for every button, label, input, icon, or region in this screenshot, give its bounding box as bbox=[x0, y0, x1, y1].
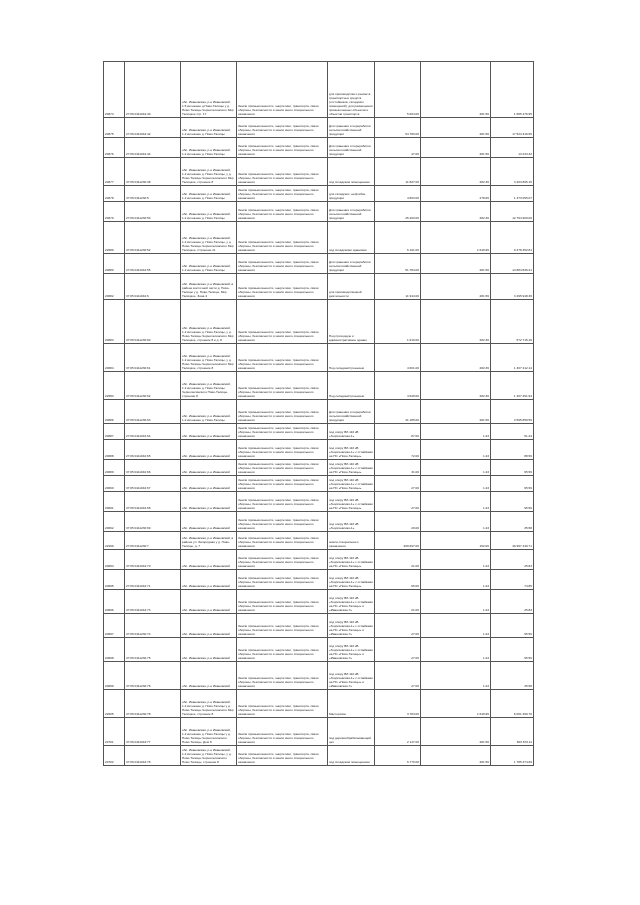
permitted-use: под опору ВЛ-110 кВ «Георгиевская-1» bbox=[328, 512, 375, 532]
cadastral-value: 35.58 bbox=[491, 512, 534, 532]
address: обл. Ивановская, р-н Ивановский, 1.2 км южнее д. Ново-Талицы bbox=[181, 254, 237, 274]
permitted-use: Мастерские bbox=[328, 690, 375, 718]
land-category: Земли промышленности, энергетики, транспорта, связи обороны, безопасности и земли иного специального назначения bbox=[237, 202, 328, 222]
table-row bbox=[104, 372, 534, 400]
land-category: Земли промышленности, энергетики, транспорта, связи обороны, безопасности и земли иного специального назначения bbox=[237, 570, 328, 590]
row-id: 20697 bbox=[104, 614, 125, 638]
cadastral-number: 37:06:0111042:77 bbox=[125, 718, 181, 746]
cadastral-rate: 281.56 bbox=[421, 138, 491, 158]
area: 41 185.00 bbox=[375, 400, 421, 424]
cadastral-number: 27:06:0111042:55 bbox=[125, 254, 181, 274]
row-id: 22583 bbox=[104, 372, 125, 400]
table-row bbox=[104, 158, 534, 186]
land-category: Земли промышленности, энергетики, транспорта, связи обороны, безопасности и земли иного специального назначения bbox=[237, 186, 328, 202]
cadastral-value: 1 373 055.07 bbox=[491, 186, 534, 202]
permitted-use: для производства и ремонта транспортных средств (отстойников, складских помещений), для размещения промышленных объектов и объектов транспорта bbox=[328, 62, 375, 118]
cadastral-value: 95.56 bbox=[491, 638, 534, 662]
table-row bbox=[104, 138, 534, 158]
cadastral-value: 88.56 bbox=[491, 440, 534, 460]
table-row bbox=[104, 344, 534, 372]
table-row bbox=[104, 662, 534, 690]
cadastral-rate: 282.36 bbox=[421, 202, 491, 222]
cadastral-value: 603 670.11 bbox=[491, 718, 534, 746]
land-category: Земли промышленности, энергетики, транспорта, связи обороны, безопасности и земли иного специального назначения bbox=[237, 532, 328, 550]
permitted-use: под опору ВЛ-110 кВ «Георгиевская-1» bbox=[328, 424, 375, 440]
address: обл. Ивановская, р-н Ивановский bbox=[181, 492, 237, 512]
table-row bbox=[104, 186, 534, 202]
address: обл. Ивановская, р-н Ивановский, 1.2 км южнее д. Ново-Талицы bbox=[181, 118, 237, 138]
cadastral-value: 95.56 bbox=[491, 492, 534, 512]
row-id: 20698 bbox=[104, 638, 125, 662]
permitted-use: под опору ВЛ-110 кВ «Георгиевская-1» с отпайками на ПС «Ново-Талицы» bbox=[328, 492, 375, 512]
cadastral-number: 37:05:0111230:5 bbox=[125, 186, 181, 202]
row-id: 22299 bbox=[104, 532, 125, 550]
cadastral-number: 37:05:0111230:62 bbox=[125, 372, 181, 400]
table-row bbox=[104, 476, 534, 492]
cadastral-value: 17 524 316.65 bbox=[491, 118, 534, 138]
land-category: Земли промышленности, энергетики, транспорта, связи обороны, безопасности и земли иного специального назначения bbox=[237, 614, 328, 638]
row-id: 20696 bbox=[104, 590, 125, 614]
cadastral-value: 95.56 bbox=[491, 614, 534, 638]
table-row bbox=[104, 400, 534, 424]
address: обл. Ивановская, р-н Ивановский bbox=[181, 614, 237, 638]
cadastral-number: 37:05:0111042:73 bbox=[125, 590, 181, 614]
cadastral-value: 95.56 bbox=[491, 476, 534, 492]
land-category: Земли промышленности, энергетики, транспорта, связи обороны, безопасности и земли иного специального назначения bbox=[237, 512, 328, 532]
permitted-use: Для хранения и переработки сельскохозяйственной продукции bbox=[328, 254, 375, 274]
cadastral-number: 37:05:0111230:76 bbox=[125, 662, 181, 690]
address: обл. Ивановская, р-н Ивановский, 1.2 км южнее д. Ново-Талицы, у д. Ново-Талицы Чернолесинского Мкр Талицкое, Строение 11 bbox=[181, 222, 237, 254]
land-category: Земли промышленности, энергетики, транспорта, связи обороны, безопасности и земли иного специального назначения bbox=[237, 300, 328, 344]
row-id: 20675 bbox=[104, 118, 125, 138]
permitted-use: под опору ВЛ-110 кВ «Георгиевская-1» с отпайками на ПС «Ново-Талицы» bbox=[328, 460, 375, 476]
table-row bbox=[104, 222, 534, 254]
cadastral-value: 25.83 bbox=[491, 550, 534, 570]
row-id: 20687 bbox=[104, 424, 125, 440]
land-category: Земли промышленности, энергетики, транспорта, связи обороны, безопасности и земли иного специального назначения bbox=[237, 690, 328, 718]
area: 269 697.00 bbox=[375, 532, 421, 550]
cadastral-rate: 1 649.95 bbox=[421, 222, 491, 254]
land-category: Земли промышленности, энергетики, транспорта, связи обороны, безопасности и земли иного специального назначения bbox=[237, 222, 328, 254]
land-category: Земли промышленности, энергетики, транспорта, связи обороны, безопасности и земли иного специального назначения bbox=[237, 372, 328, 400]
permitted-use: под складскими зданиями bbox=[328, 222, 375, 254]
row-id: 20686 bbox=[104, 400, 125, 424]
permitted-use: под складским помещением bbox=[328, 158, 375, 186]
cadastral-number: 37:05:0111230:78 bbox=[125, 690, 181, 718]
area: 72.00 bbox=[375, 440, 421, 460]
address: обл. Ивановская, р-н Ивановский, 1.2 км южнее д. Ново-Талицы bbox=[181, 186, 237, 202]
cadastral-number: 27:06:0111042:64 bbox=[125, 424, 181, 440]
row-id: 20684 bbox=[104, 344, 125, 372]
permitted-use: Для хранения и переработки сельскохозяйственной продукции bbox=[328, 202, 375, 222]
cadastral-number: 37:05:0111230:74 bbox=[125, 614, 181, 638]
permitted-use: под опору ВЛ-110 кВ «Георгиевская-1» с отпайками на ПС «Ново-Талицы» bbox=[328, 476, 375, 492]
area: 21.00 bbox=[375, 550, 421, 570]
cadastral-value: 572 715.16 bbox=[491, 300, 534, 344]
cadastral-value: 6 061 399.70 bbox=[491, 690, 534, 718]
permitted-use: земли специального назначения bbox=[328, 532, 375, 550]
permitted-use: Под проходную и административное здание bbox=[328, 300, 375, 344]
land-category: Земли промышленности, энергетики, транспорта, связи обороны, безопасности и земли иного специального назначения bbox=[237, 476, 328, 492]
table-row bbox=[104, 300, 534, 344]
area: 21.00 bbox=[375, 590, 421, 614]
address: обл. Ивановская, р-н Ивановский, 1.2 км южнее д. Ново-Талицы bbox=[181, 400, 237, 424]
address: обл. Ивановская, р-н Ивановский bbox=[181, 590, 237, 614]
cadastral-rate: 282.36 bbox=[421, 158, 491, 186]
cadastral-value: 14 884 836.21 bbox=[491, 254, 534, 274]
row-id: 20699 bbox=[104, 662, 125, 690]
area: 2 147.00 bbox=[375, 718, 421, 746]
area: 27.00 bbox=[375, 614, 421, 638]
row-id: 20694 bbox=[104, 550, 125, 570]
permitted-use: для складских, нефтебаз, продукции bbox=[328, 186, 375, 202]
cadastral-rate: 1.23 bbox=[421, 550, 491, 570]
permitted-use: для производственной деятельности bbox=[328, 274, 375, 300]
table-row bbox=[104, 690, 534, 718]
cadastral-number: 37:05:0111042:67 bbox=[125, 476, 181, 492]
cadastral-value: 1 307 412.14 bbox=[491, 344, 534, 372]
address: обл. Ивановская, р-н Ивановский bbox=[181, 638, 237, 662]
land-category: Земли промышленности, энергетики, транспорта, связи обороны, безопасности и земли иного специального назначения bbox=[237, 638, 328, 662]
cadastral-value: 3 403 865.15 bbox=[491, 158, 534, 186]
cadastral-number: 27:06:0111042:44 bbox=[125, 138, 181, 158]
table-row bbox=[104, 440, 534, 460]
address: обл. Ивановская, р-н Ивановский bbox=[181, 570, 237, 590]
area: 31.00 bbox=[375, 460, 421, 476]
land-category: Земли промышленности, энергетики, транспорта, связи обороны, безопасности и земли иного специального назначения bbox=[237, 400, 328, 424]
address: обл. Ивановская, р-н Ивановский, 1.2 км южнее д. Ново-Талицы, у д. Ново-Талицы Чернолесинского Мкр Талицкое, строение 8 bbox=[181, 344, 237, 372]
land-category: Земли промышленности, энергетики, транспорта, связи обороны, безопасности и земли иного специального назначения bbox=[237, 460, 328, 476]
area: 51 784.00 bbox=[375, 254, 421, 274]
area: 6 101.00 bbox=[375, 222, 421, 254]
cadastral-rate: 282.36 bbox=[421, 372, 491, 400]
cadastral-value: 35.58 bbox=[491, 662, 534, 690]
address: обл. Ивановская, р-н Ивановский bbox=[181, 662, 237, 690]
cadastral-rate: 281.56 bbox=[421, 400, 491, 424]
address: обл. Ивановская, р-н Ивановский bbox=[181, 424, 237, 440]
cadastral-rate: 281.56 bbox=[421, 62, 491, 118]
permitted-use: Под складом/строением bbox=[328, 372, 375, 400]
row-id: 20692 bbox=[104, 512, 125, 532]
cadastral-value: 9 378 352.81 bbox=[491, 222, 534, 254]
cadastral-value: 3 595 859.56 bbox=[491, 400, 534, 424]
row-id: 20689 bbox=[104, 460, 125, 476]
permitted-use: под опору ВЛ-110 кВ «Георгиевская-1» с отпайками на ПС «Ново-Талицы» bbox=[328, 550, 375, 570]
permitted-use: под опору ВЛ-110 кВ «Георгиевская-1» с отпайками на ПС «Ново-Талицы» bbox=[328, 570, 375, 590]
address: обл. Ивановская, р-н Ивановский bbox=[181, 550, 237, 570]
cadastral-value: 3 495 948.36 bbox=[491, 274, 534, 300]
cadastral-rate: 1.23 bbox=[421, 460, 491, 476]
area: 5 604.00 bbox=[375, 62, 421, 118]
permitted-use: под опору ВЛ-110 кВ «Георгиевская-1» с отпайками на ПС «Ново-Талицы» bbox=[328, 440, 375, 460]
table-row bbox=[104, 614, 534, 638]
permitted-use: под опору ВЛ-110 кВ «Георгиевская-1» с отпайками на ПС «Ново-Талицы» и «Ивановская-7» bbox=[328, 662, 375, 690]
area: 3 784.00 bbox=[375, 690, 421, 718]
row-id: 20683 bbox=[104, 300, 125, 344]
land-category: Земли промышленности, энергетики, транспорта, связи обороны, безопасности и земли иного специального назначения bbox=[237, 590, 328, 614]
area: 54 780.00 bbox=[375, 118, 421, 138]
address: обл. Ивановская, р-н Ивановский, 1.2 км южнее д. Ново-Талицы, у д. Ново-Талицы Чернолесинского Мкр Талицкое, строение 8 bbox=[181, 158, 237, 186]
area: 27.00 bbox=[375, 492, 421, 512]
cadastral-rate: 282.36 bbox=[421, 344, 491, 372]
row-id: 20682 bbox=[104, 274, 125, 300]
area: 1 910.00 bbox=[375, 300, 421, 344]
cadastral-number: 27:05:0111230:7 bbox=[125, 532, 181, 550]
permitted-use: под опору ВЛ-110 кВ «Георгиевская-1» с отпайками на ПС «Ново-Талицы» и «Ивановская-7» bbox=[328, 638, 375, 662]
area: 27.00 bbox=[375, 476, 421, 492]
area: 4 803.00 bbox=[375, 186, 421, 202]
cadastral-value: 12 794 900.00 bbox=[491, 202, 534, 222]
land-category: Земли промышленности, энергетики, транспорта, связи обороны, безопасности и земли иного специального назначения bbox=[237, 138, 328, 158]
permitted-use: под складским помещением bbox=[328, 746, 375, 766]
table-row bbox=[104, 718, 534, 746]
area: 27.00 bbox=[375, 662, 421, 690]
land-category: Земли промышленности, энергетики, транспорта, связи обороны, безопасности и земли иного специального назначения bbox=[237, 718, 328, 746]
table-row bbox=[104, 550, 534, 570]
cadastral-number: 37:05:0111230:75 bbox=[125, 638, 181, 662]
land-category: Земли промышленности, энергетики, транспорта, связи обороны, безопасности и земли иного специального назначения bbox=[237, 118, 328, 138]
cadastral-value: 13 233.32 bbox=[491, 138, 534, 158]
cadastral-number: 37:05:0111042:68 bbox=[125, 492, 181, 512]
table-row bbox=[104, 202, 534, 222]
cadastral-table bbox=[103, 61, 534, 766]
cadastral-rate: 281.56 bbox=[421, 746, 491, 766]
area: 65.00 bbox=[375, 570, 421, 590]
row-id: 20702 bbox=[104, 746, 125, 766]
address: обл. Ивановская, р-н Ивановский, 1.2 км южнее д. Ново-Талицы bbox=[181, 138, 237, 158]
land-category: Земли промышленности, энергетики, транспорта, связи обороны, безопасности и земли иного специального назначения bbox=[237, 550, 328, 570]
row-id: 22689 bbox=[104, 222, 125, 254]
cadastral-rate: 282.36 bbox=[421, 300, 491, 344]
table-row bbox=[104, 492, 534, 512]
cadastral-number: 37:05:0111230:60 bbox=[125, 300, 181, 344]
area: 11 944.00 bbox=[375, 274, 421, 300]
cadastral-value: 74.85 bbox=[491, 570, 534, 590]
cadastral-rate: 281.56 bbox=[421, 718, 491, 746]
address: обл. Ивановская, р-н Ивановский, 1.2 км южнее д. Ново-Талицы Чернолесинского Ново-Талицы, строение 8 bbox=[181, 372, 237, 400]
permitted-use: Для хранения и переработки сельскохозяйственной продукции bbox=[328, 400, 375, 424]
cadastral-rate: 278.66 bbox=[421, 186, 491, 202]
cadastral-rate: 1.23 bbox=[421, 476, 491, 492]
cadastral-number: 37:06:0111042:78 bbox=[125, 746, 181, 766]
cadastral-value: 40 997 449.71 bbox=[491, 532, 534, 550]
cadastral-rate: 1.23 bbox=[421, 492, 491, 512]
cadastral-number: 37:05:0111230:61 bbox=[125, 344, 181, 372]
cadastral-number: 37:05:0111230:52 bbox=[125, 222, 181, 254]
cadastral-value: 51.44 bbox=[491, 424, 534, 440]
cadastral-value: 1 307 451.94 bbox=[491, 372, 534, 400]
row-id: 20688 bbox=[104, 440, 125, 460]
address: обл. Ивановская, р-н Ивановский bbox=[181, 476, 237, 492]
cadastral-rate: 1.23 bbox=[421, 570, 491, 590]
cadastral-value: 1 585 476.95 bbox=[491, 62, 534, 118]
land-category: Земли промышленности, энергетики, транспорта, связи обороны, безопасности и земли иного специального назначения bbox=[237, 424, 328, 440]
address: обл. Ивановская, р-н Ивановский, 1.2 км южнее д. Ново-Талицы, у д. Ново-Талицы Чернолесинского Ново-Талицы, строение 8 bbox=[181, 746, 237, 766]
address: обл. Ивановская, р-н Ивановский, в районе ул. Загородная у д. Ново-Талицы, д. 7 bbox=[181, 532, 237, 550]
row-id: 20701 bbox=[104, 718, 125, 746]
cadastral-rate: 1.23 bbox=[421, 638, 491, 662]
cadastral-rate: 1 649.95 bbox=[421, 690, 491, 718]
cadastral-number: 27:06:0111042:42 bbox=[125, 118, 181, 138]
row-id: 20678 bbox=[104, 186, 125, 202]
cadastral-number: 37:05:0111230:69 bbox=[125, 512, 181, 532]
table-row bbox=[104, 460, 534, 476]
address: обл. Ивановская, р-н Ивановский, 1.2 км южнее д. Ново-Талицы bbox=[181, 202, 237, 222]
cadastral-number: 37:05:0111230:48 bbox=[125, 158, 181, 186]
land-category: Земли промышленности, энергетики, транспорта, связи обороны, безопасности и земли иного специального назначения bbox=[237, 492, 328, 512]
land-category: Земли промышленности, энергетики, транспорта, связи обороны, безопасности и земли иного специального назначения bbox=[237, 158, 328, 186]
table-row bbox=[104, 62, 534, 118]
permitted-use: под опору ВЛ-110 кВ «Георгиевская-1» с отпайками на ПС «Ново-Талицы» и «Ивановская-7» bbox=[328, 590, 375, 614]
cadastral-rate: 1.23 bbox=[421, 662, 491, 690]
row-id: 20680 bbox=[104, 254, 125, 274]
land-category: Земли промышленности, энергетики, транспорта, связи обороны, безопасности и земли иного специального назначения bbox=[237, 62, 328, 118]
address: обл. Ивановская, р-н Ивановский bbox=[181, 460, 237, 476]
area: 11 807.00 bbox=[375, 158, 421, 186]
address: обл. Ивановская, р-н Ивановский bbox=[181, 512, 237, 532]
table-row bbox=[104, 638, 534, 662]
cadastral-rate: 1.23 bbox=[421, 440, 491, 460]
area: 87.00 bbox=[375, 424, 421, 440]
cadastral-rate: 1.23 bbox=[421, 614, 491, 638]
land-category: Земли промышленности, энергетики, транспорта, связи обороны, безопасности и земли иного специального назначения bbox=[237, 746, 328, 766]
cadastral-number: 27:06:0111042:40 bbox=[125, 62, 181, 118]
row-id: 20695 bbox=[104, 570, 125, 590]
cadastral-number: 37:05:0111042:66 bbox=[125, 460, 181, 476]
row-id: 20677 bbox=[104, 158, 125, 186]
table-row bbox=[104, 512, 534, 532]
cadastral-rate: 1.23 bbox=[421, 512, 491, 532]
table-row bbox=[104, 590, 534, 614]
row-id: 20676 bbox=[104, 138, 125, 158]
cadastral-number: 37:05:0111042:6 bbox=[125, 274, 181, 300]
cadastral-value: 25.83 bbox=[491, 590, 534, 614]
cadastral-value: 95.56 bbox=[491, 460, 534, 476]
cadastral-number: 37:05:0111230:63 bbox=[125, 400, 181, 424]
area: 6 770.00 bbox=[375, 746, 421, 766]
area: 47.00 bbox=[375, 138, 421, 158]
land-category: Земли промышленности, энергетики, транспорта, связи обороны, безопасности и земли иного специального назначения bbox=[237, 662, 328, 690]
cadastral-value: 1 785 374.69 bbox=[491, 746, 534, 766]
address: обл. Ивановская, р-н Ивановский, 1.2 км южнее д. Ново-Талицы у д. Ново-Талицы Чернолесинского Мкр Талицкое, строение 8 bbox=[181, 690, 237, 718]
permitted-use: Для хранения и переработки сельскохозяйственной продукции bbox=[328, 138, 375, 158]
row-id: 20690 bbox=[104, 476, 125, 492]
cadastral-rate: 281.56 bbox=[421, 254, 491, 274]
land-category: Земли промышленности, энергетики, транспорта, связи обороны, безопасности и земли иного специального назначения bbox=[237, 254, 328, 274]
table-body bbox=[104, 62, 534, 766]
cadastral-rate: 281.56 bbox=[421, 274, 491, 300]
table-row bbox=[104, 274, 534, 300]
area: 45 403.00 bbox=[375, 202, 421, 222]
row-id: 20679 bbox=[104, 202, 125, 222]
table-row bbox=[104, 570, 534, 590]
land-category: Земли промышленности, энергетики, транспорта, связи обороны, безопасности и земли иного специального назначения bbox=[237, 274, 328, 300]
table-row bbox=[104, 746, 534, 766]
table-row bbox=[104, 532, 534, 550]
table-row bbox=[104, 118, 534, 138]
table-row bbox=[104, 424, 534, 440]
area: 4 628.00 bbox=[375, 372, 421, 400]
address: обл. Ивановская, р-н Ивановский, 1.2 км южнее д. Ново-Талицы у д. Ново-Талицы Чернолесинского Ново-Талицы, Дом 8 bbox=[181, 718, 237, 746]
address: обл. Ивановская, р-н Ивановский, 1.5 км южнее д.Ново-Талицы у д. Ново-Талицы Чернолесинского Мкр Талицкое стр. 17 bbox=[181, 62, 237, 118]
address: обл. Ивановская, р-н Ивановский, 1.2 км южнее д. Ново-Талицы, у д. Ново-Талицы Чернолесинского Мкр Талицкое, строение 8 и д. 8 bbox=[181, 300, 237, 344]
permitted-use: Под складом/строением bbox=[328, 344, 375, 372]
row-id: 22605 bbox=[104, 690, 125, 718]
table-row bbox=[104, 254, 534, 274]
area: 27.00 bbox=[375, 638, 421, 662]
address: обл. Ивановская, р-н Ивановский, в районе восточной части д. Ново-Талицы у д. Ново-Талицы, Мкр Талицкое, Зона 4 bbox=[181, 274, 237, 300]
area: 4 601.00 bbox=[375, 344, 421, 372]
cadastral-number: 27:06:0111042:71 bbox=[125, 570, 181, 590]
cadastral-rate: 281.56 bbox=[421, 118, 491, 138]
row-id: 20691 bbox=[104, 492, 125, 512]
cadastral-rate: 152.00 bbox=[421, 532, 491, 550]
cadastral-number: 27:06:0111042:65 bbox=[125, 440, 181, 460]
cadastral-rate: 1.23 bbox=[421, 424, 491, 440]
row-id: 20674 bbox=[104, 62, 125, 118]
cadastral-number: 37:05:0111042:70 bbox=[125, 550, 181, 570]
cadastral-rate: 1.23 bbox=[421, 590, 491, 614]
land-category: Земли промышленности, энергетики, транспорта, связи обороны, безопасности и земли иного специального назначения bbox=[237, 344, 328, 372]
land-category: Земли промышленности, энергетики, транспорта, связи обороны, безопасности и земли иного специального назначения bbox=[237, 440, 328, 460]
permitted-use: Для хранения и переработки сельскохозяйственной продукции bbox=[328, 118, 375, 138]
address: обл. Ивановская, р-н Ивановский bbox=[181, 440, 237, 460]
cadastral-number: 27:06:0111230:50 bbox=[125, 202, 181, 222]
area: 29.00 bbox=[375, 512, 421, 532]
permitted-use: под деревообрабатывающий цех bbox=[328, 718, 375, 746]
permitted-use: под опору ВЛ-110 кВ «Георгиевская-1» с отпайками на ПС «Ново-Талицы» и «Ивановская-7» bbox=[328, 614, 375, 638]
